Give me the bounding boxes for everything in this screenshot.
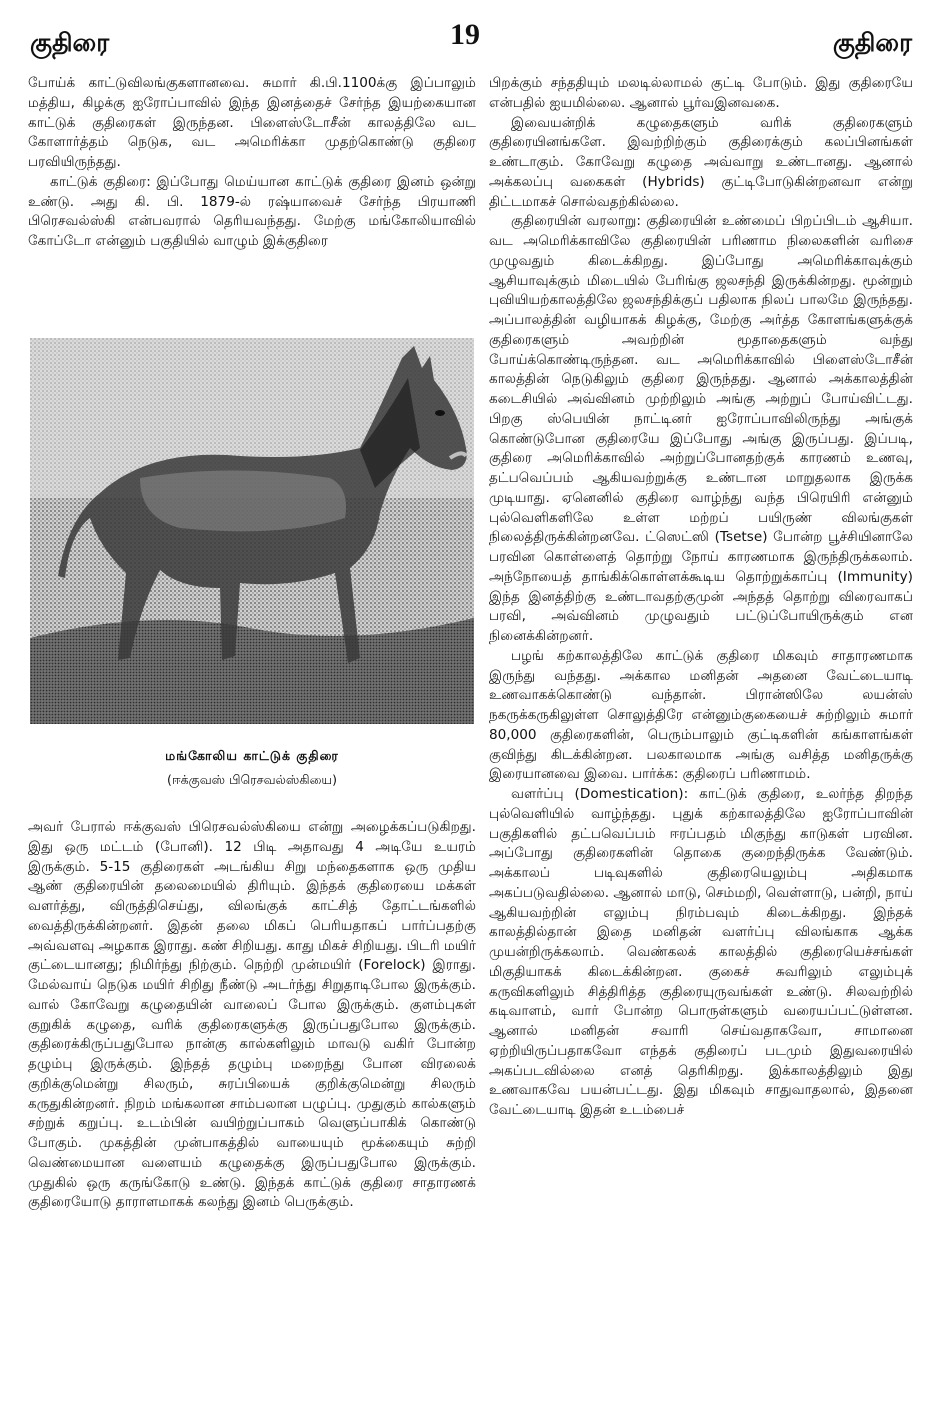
running-title-right: குதிரை [832, 28, 912, 57]
wild-horse-photo [30, 338, 474, 724]
paragraph: பிறக்கும் சந்ததியும் மலடில்லாமல் குட்டி போடும். இது குதிரையே என்பதில் ஐயமில்லை. ஆனால் பூர்வஇனவகை. [489, 75, 913, 111]
right-column [489, 74, 913, 1121]
running-title-left: குதிரை [30, 28, 110, 57]
figure-caption: மங்கோலிய காட்டுக் குதிரை [165, 748, 339, 763]
paragraph-domestication: வளர்ப்பு (Domestication): காட்டுக் குதிரை, உலர்ந்த திறந்த புல்வெளியில் வாழ்ந்தது. புதுக் கற்காலத்திலே ஐரோப்பாவின் பகுதிகளில் தட்பவெப்பம் ஈரப்பதம் மிகுந்து காடுகள் பரவின. அப்போது குதிரைகளின் தொகை குறைந்திருக்க வேண்டும். அக்காலப் படிவுகளில் குதிரையெலும்பு அதிகமாக அகப்படுவதில்லை. ஆனால் மாடு, செம்மறி, வெள்ளாடு, பன்றி, நாய் ஆகியவற்றின் எலும்பு நிரம்பவும் கிடைக்கிறது. இந்தக் காலத்தில்தான் இதை மனிதன் வளர்ப்பு விலங்காக ஆக்க முயன்றிருக்கலாம். வெண்கலக் காலத்தில் குதிரையெச்சங்கள் மிகுதியாகக் கிடைக்கின்றன. குகைச் சுவரிலும் எலும்புக் கருவிகளிலும் சித்திரித்த குதிரையுருவங்கள் உண்டு. சிலவற்றில் கடிவாளம், வார் போன்ற பொருள்களும் வரையப்பட்டுள்ளன. ஆனால் மனிதன் சவாரி செய்வதாகவோ, சாமானை ஏற்றியிருப்பதாகவோ எந்தக் குதிரைப் படமும் இதுவரையில் அகப்படவில்லை எனத் தெரிகிறது. இக்காலத்திலும் இது உணவாகவே பயன்பட்டது. இது மிகவும் சாதுவாதலால், இதனை வேட்டையாடி இதன் உடம்பைச் [489, 786, 913, 1118]
paragraph: பழங் கற்காலத்திலே காட்டுக் குதிரை மிகவும் சாதாரணமாக இருந்து வந்தது. அக்கால மனிதன் அதனை வேட்டையாடி உணவாகக்கொண்டு வந்தான். பிரான்ஸிலே லயன்ஸ் நகருக்கருகிலுள்ள சொலுத்திரே என்னும்குகையைச் சுற்றிலும் சுமார் 80,000 குதிரைகளின், பெரும்பாலும் குட்டிகளின் கங்காளங்கள் குவிந்து கிடக்கின்றன. பலகாலமாக அங்கு வசித்த மனிதருக்கு இரையானவை இவை. பார்க்க: குதிரைப் பரிணாமம். [489, 647, 913, 783]
paragraph: காட்டுக் குதிரை: இப்போது மெய்யான காட்டுக் குதிரை இனம் ஒன்று உண்டு. அது கி. பி. 1879-ல் ரஷ்யாவைச் சேர்ந்த பிரயாணி பிரெசவல்ஸ்கி என்பவரால் தெரியவந்தது. மேற்கு மங்கோலியாவில் கோப்டோ என்னும் பகுதியில் வாழும் இக்குதிரை [28, 173, 476, 249]
left-column-top [28, 74, 476, 252]
paragraph: போய்க் காட்டுவிலங்குகளானவை. சுமார் கி.பி.1100க்கு இப்பாலும் மத்திய, கிழக்கு ஐரோப்பாவில் இந்த இனத்தைச் சேர்ந்த இயற்கையான காட்டுக் குதிரைகள் இருந்தன. பிளைஸ்டோசீன் காலத்திலே வட கோளார்த்தம் நெடுக, வட அமெரிக்கா முதற்கொண்டு குதிரை பரவியிருந்தது. [28, 75, 476, 170]
paragraph-history: குதிரையின் வரலாறு: குதிரையின் உண்மைப் பிறப்பிடம் ஆசியா. வட அமெரிக்காவிலே குதிரையின் பரிணாம நிலைகளின் வரிசை முழுவதும் கிடைக்கிறது. இப்போது அமெரிக்காவுக்கும் ஆசியாவுக்கும் மிடையில் பேரிங்கு ஜலசந்தி இருக்கின்றது. மூன்றும் புவியியற்காலத்திலே ஜலசந்திக்குப் பதிலாக நிலப் பாலமே இருந்தது. அப்பாலத்தின் வழியாகக் கிழக்கு, மேற்கு அர்த்த கோளங்களுக்குக் குதிரைகளும் அவற்றின் மூதாதைகளும் வந்து போய்க்கொண்டிருந்தன. வட அமெரிக்காவில் பிளைஸ்டோசீன் காலத்தின் நெடுகிலும் குதிரை இருந்தது. ஆனால் அக்காலத்தின் கடைசியில் அவ்வினம் முற்றிலும் அங்கு அற்றுப் போய்விட்டது. பிறகு ஸ்பெயின் நாட்டினர் ஐரோப்பாவிலிருந்து அங்குக் கொண்டுபோன குதிரையே இப்போது அங்கு இருப்பது. இப்படி, குதிரை அமெரிக்காவில் அற்றுப்போனதற்குக் காரணம் உணவு, தட்பவெப்பம் ஆகியவற்றுக்கு உண்டான மாறுதலாக இருக்க முடியாது. ஏனெனில் குதிரை வாழ்ந்து வந்த பிரெயிரி என்னும் புல்வெளிகளிலே உள்ள மற்றப் பயிருண் விலங்குகள் நிலைத்திருக்கின்றனவே. ட்ஸெட்ஸி (Tsetse) போன்ற பூச்சியினாலே பரவின கொள்ளைத் தொற்று நோய் காரணமாக இருந்திருக்கலாம். அந்நோயைத் தாங்கிக்கொள்ளக்கூடிய தொற்றுக்காப்பு (Immunity) இந்த இனத்திற்கு உண்டாவதற்குமுன் அந்தத் தொற்று விரைவாகப் பரவி, அவ்வினம் முழுவதும் பட்டுப்போயிருக்கும் என நினைக்கின்றனர். [489, 213, 913, 644]
page-number: 19 [450, 18, 480, 51]
paragraph: இவையன்றிக் கழுதைகளும் வரிக் குதிரைகளும் குதிரையினங்களே. இவற்றிற்கும் குதிரைக்கும் கலப்பினங்கள் உண்டாகும். கோவேறு கழுதை அவ்வாறு உண்டானது. ஆனால் அக்கலப்பு வகைகள் (Hybrids) குட்டிபோடுகின்றனவா என்று திட்டமாகச் சொல்வதற்கில்லை. [489, 114, 913, 210]
figure-subcaption: (ஈக்குவஸ் பிரெசவல்ஸ்கியை) [166, 772, 338, 787]
left-column-bottom [28, 818, 476, 1213]
page-header [0, 14, 940, 64]
paragraph: அவர் பேரால் ஈக்குவஸ் பிரெசவல்ஸ்கியை என்று அழைக்கப்படுகிறது. இது ஒரு மட்டம் (போனி). 12 பிடி அதாவது 4 அடியே உயரம் இருக்கும். 5-15 குதிரைகள் அடங்கிய சிறு மந்தைகளாக ஒரு முதிய ஆண் குதிரையின் தலைமையில் திரியும். இந்தக் குதிரையை மக்கள் வளர்த்து, விருத்திசெய்து, விலங்குக் காட்சித் தோட்டங்களில் வைத்திருக்கின்றனர். இதன் தலை மிகப் பெரியதாகப் பார்ப்பதற்கு அவ்வளவு அழகாக இராது. கண் சிறியது. காது மிகச் சிறியது. பிடரி மயிர் குட்டையானது; நிமிர்ந்து நிற்கும். நெற்றி முன்மயிர் (Forelock) இராது. மேல்வாய் நெடுக மயிர் சிறிது நீண்டு அடர்ந்து சிறுதாடிபோல இருக்கும். வால் கோவேறு கழுதையின் வாலைப் போல இருக்கும். குளம்புகள் குறுகிக் கழுதை, வரிக் குதிரைகளுக்கு இருப்பதுபோல இருக்கும். குதிரைக்கிருப்பதுபோல நான்கு கால்களிலும் மாவடு வகிர் போன்ற தழும்பு இருக்கும். இந்தத் தழும்பு மறைந்து போன விரலைக் குறிக்குமென்று சிலரும், சுரப்பியைக் குறிக்குமென்று சிலரும் கருதுகின்றனர். நிறம் மங்கலான சாம்பலான பழுப்பு. முதுகும் கால்களும் சற்றுக் கறுப்பு. உடம்பின் வயிற்றுப்பாகம் வெளுப்பாகிக் கொண்டு போகும். முகத்தின் முன்பாகத்தில் வாயையும் மூக்கையும் சுற்றி வெண்மையான வளையம் கழுதைக்கு இருப்பதுபோல இருக்கும். முதுகில் ஒரு கருங்கோடு உண்டு. இந்தக் காட்டுக் குதிரை சாதாரணக் குதிரையோடு தாராளமாகக் கலந்து இனம் பெருக்கும். [28, 819, 476, 1211]
